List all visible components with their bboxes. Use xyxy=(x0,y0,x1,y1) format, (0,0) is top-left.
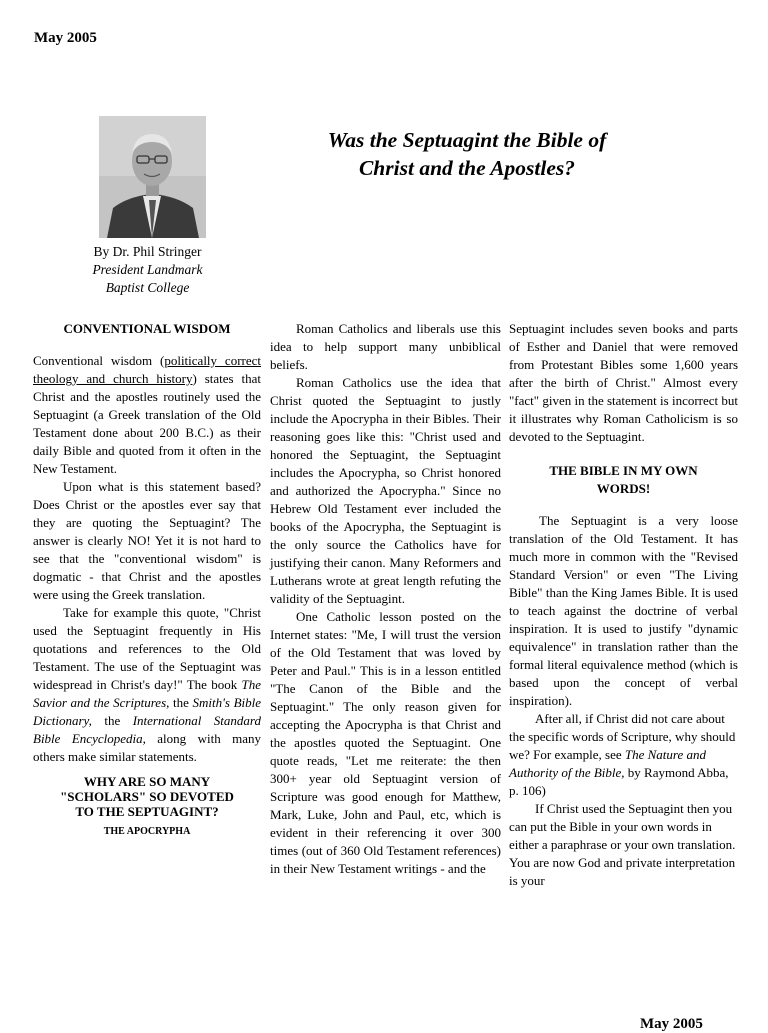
heading-line: THE BIBLE IN MY OWN xyxy=(549,463,698,478)
paragraph: Septuagint includes seven books and parts of Esther and Daniel that were removed from Protestant Bibles some 1,600 years after the birth of Christ." Almost every "fact" given in the statement is incorrect but it illustrates why Roman Catholicism is so devoted to the Septuagint. xyxy=(509,321,739,444)
book-title: The Savior and the Scriptures, xyxy=(33,677,261,710)
paragraph: Roman Catholics and liberals use this idea to help support many unbiblical beliefs. xyxy=(270,321,501,372)
article-title-line-1: Was the Septuagint the Bible of xyxy=(327,128,607,152)
paragraph-text: the xyxy=(91,713,133,728)
article-title-line-2: Christ and the Apostles? xyxy=(358,156,576,180)
paragraph-text: by Raymond Abba, p. 106) xyxy=(509,765,729,798)
book-title: Smith's Bible Dictionary, xyxy=(33,695,262,728)
subheading-apocrypha: THE APOCRYPHA xyxy=(103,826,191,837)
column-1 xyxy=(33,320,261,841)
issue-date: May 2005 xyxy=(34,30,97,46)
byline-author: By Dr. Phil Stringer xyxy=(93,244,202,259)
author-portrait xyxy=(99,116,206,238)
paragraph-text: the xyxy=(169,695,193,710)
column-3 xyxy=(509,320,738,890)
paragraph-text: Take for example this quote, "Christ used the Septuagint frequently in His quotations and references to the Old Testament. The use of the Septuagint was widespread in Christ's day!" The book xyxy=(33,605,261,692)
paragraph-text: along with many others make similar statements. xyxy=(33,731,261,764)
section-heading-scholars xyxy=(33,774,261,819)
paragraph-text: Conventional wisdom ( xyxy=(33,353,165,368)
paragraph: Upon what is this statement based? Does Christ or the apostles ever say that they are quoting the Septuagint? The answer is clearly NO! Yet it is not hard to see that the "conventional wisdom" is dogmatic - that Christ and the apostles were using the Greek translation. xyxy=(33,479,261,602)
paragraph xyxy=(509,710,738,800)
author-photo xyxy=(99,116,206,238)
byline-role-1: President Landmark xyxy=(92,262,203,277)
paragraph: If Christ used the Septuagint then you can put the Bible in your own words in either a paraphrase or your own translation. You are now God and private interpretation is your xyxy=(509,801,736,888)
heading-line: WORDS! xyxy=(596,481,651,496)
book-title: International Standard Bible Encyclopedia, xyxy=(33,713,261,746)
footer-date: May 2005 xyxy=(640,1016,703,1032)
column-2 xyxy=(270,320,501,878)
section-heading-conventional-wisdom: CONVENTIONAL WISDOM xyxy=(63,321,231,336)
paragraph xyxy=(33,352,261,478)
underlined-phrase: politically correct theology and church history xyxy=(33,353,262,386)
book-title: The Nature and Authority of the Bible, xyxy=(509,747,707,780)
article-title xyxy=(262,126,672,182)
heading-line: "SCHOLARS" SO DEVOTED xyxy=(60,789,234,804)
heading-line: WHY ARE SO MANY xyxy=(83,774,211,789)
section-heading-bible-own-words xyxy=(509,462,738,498)
paragraph: One Catholic lesson posted on the Internet states: "Me, I will trust the version of the Old Testament that was loved by Peter and Paul." This is in a lesson entitled "The Canon of the Bible and the Septuagint." The only reason given for accepting the Apocrypha is that Christ and the apostles quoted the Septuagint. One quote reads, "Let me reiterate: the then 300+ year old Septuagint version of Scripture was good enough for Matthew, Mark, Luke, John and Paul, etc, which is evident in their referencing it over 300 times (out of 360 Old Testament references) in their New Testament writings - and the xyxy=(270,609,501,876)
paragraph xyxy=(33,604,261,766)
byline xyxy=(60,243,235,297)
paragraph: The Septuagint is a very loose translation of the Old Testament. It has much more in common with the "Revised Standard Version" or even "The Living Bible" than the King James Bible. It is used to teach against the doctrine of verbal inspiration. It is used to justify "dynamic equivalence" in translation rather than the formal literal equivalence method (which is based upon the concept of verbal inspiration). xyxy=(509,513,738,708)
paragraph-text: After all, if Christ did not care about the specific words of Scripture, why should we? For example, see xyxy=(509,711,736,762)
heading-line: TO THE SEPTUAGINT? xyxy=(75,804,219,819)
paragraph-text: ) states that Christ and the apostles routinely used the Septuagint (a Greek translation of the Old Testament done about 200 B.C.) as their daily Bible and quoted from it often in the New Testament. xyxy=(33,371,261,476)
byline-role-2: Baptist College xyxy=(105,280,190,295)
paragraph: Roman Catholics use the idea that Christ quoted the Septuagint to justly include the Apocrypha in their Bibles. Their reasoning goes like this: "Christ used and honored the Septuagint, the Septuagint includes the Apocrypha, so Christ honored and authorized the Apocrypha." Since no Hebrew Old Testament ever included the books of the Apocrypha, the Septuagint is the only source the Catholics have for justifying their canon. Many Reformers and Lutherans wrote at great length refuting the validity of the Septuagint. xyxy=(270,375,501,606)
